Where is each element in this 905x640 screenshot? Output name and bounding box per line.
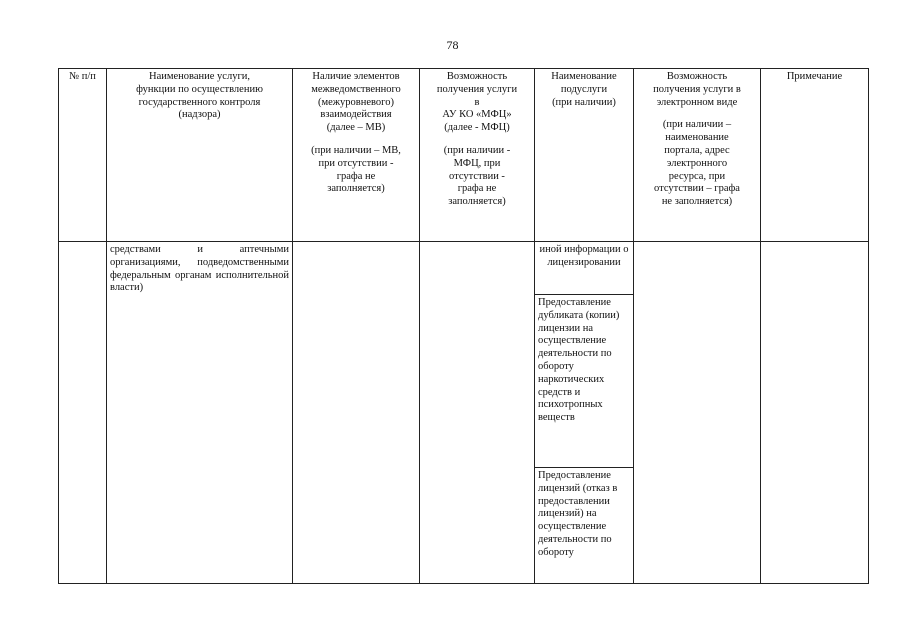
- header-subservice: Наименование подуслуги (при наличии): [535, 69, 634, 242]
- cell-number: [59, 242, 107, 584]
- header-note: Примечание: [761, 69, 869, 242]
- header-service-name: Наименование услуги, функции по осуществлению государственного контроля (надзора): [107, 69, 293, 242]
- header-mfc: Возможность получения услуги в АУ КО «МФЦ» (далее - МФЦ) (при наличии - МФЦ, при отсутствии - графа не заполняется): [420, 69, 535, 242]
- page-number: 78: [446, 38, 459, 52]
- cell-subservices: [535, 242, 634, 584]
- cell-service-name: средствами и аптечными организациями, подведомственными федеральным органам исполнительной власти): [107, 242, 293, 584]
- cell-interaction: [293, 242, 420, 584]
- cell-electronic: [634, 242, 761, 584]
- table-row: [59, 242, 869, 584]
- cell-note: [761, 242, 869, 584]
- header-interaction: Наличие элементов межведомственного (межуровневого) взаимодействия (далее – МВ) (при наличии – МВ, при отсутствии - графа не заполняется): [293, 69, 420, 242]
- services-table: [58, 68, 869, 584]
- header-row: [59, 69, 869, 242]
- subservice-item: Предоставление дубликата (копии) лицензии на осуществление деятельности по обороту наркотических средств и психотропных веществ: [535, 295, 633, 468]
- subservice-item: иной информации о лицензировании: [535, 242, 633, 295]
- subservice-item: Предоставление лицензий (отказ в предоставлении лицензий) на осуществление деятельности по обороту: [538, 470, 618, 558]
- header-electronic: Возможность получения услуги в электронном виде (при наличии – наименование портала, адрес электронного ресурса, при отсутствии – графа не заполняется): [634, 69, 761, 242]
- cell-mfc: [420, 242, 535, 584]
- header-number: № п/п: [59, 69, 107, 242]
